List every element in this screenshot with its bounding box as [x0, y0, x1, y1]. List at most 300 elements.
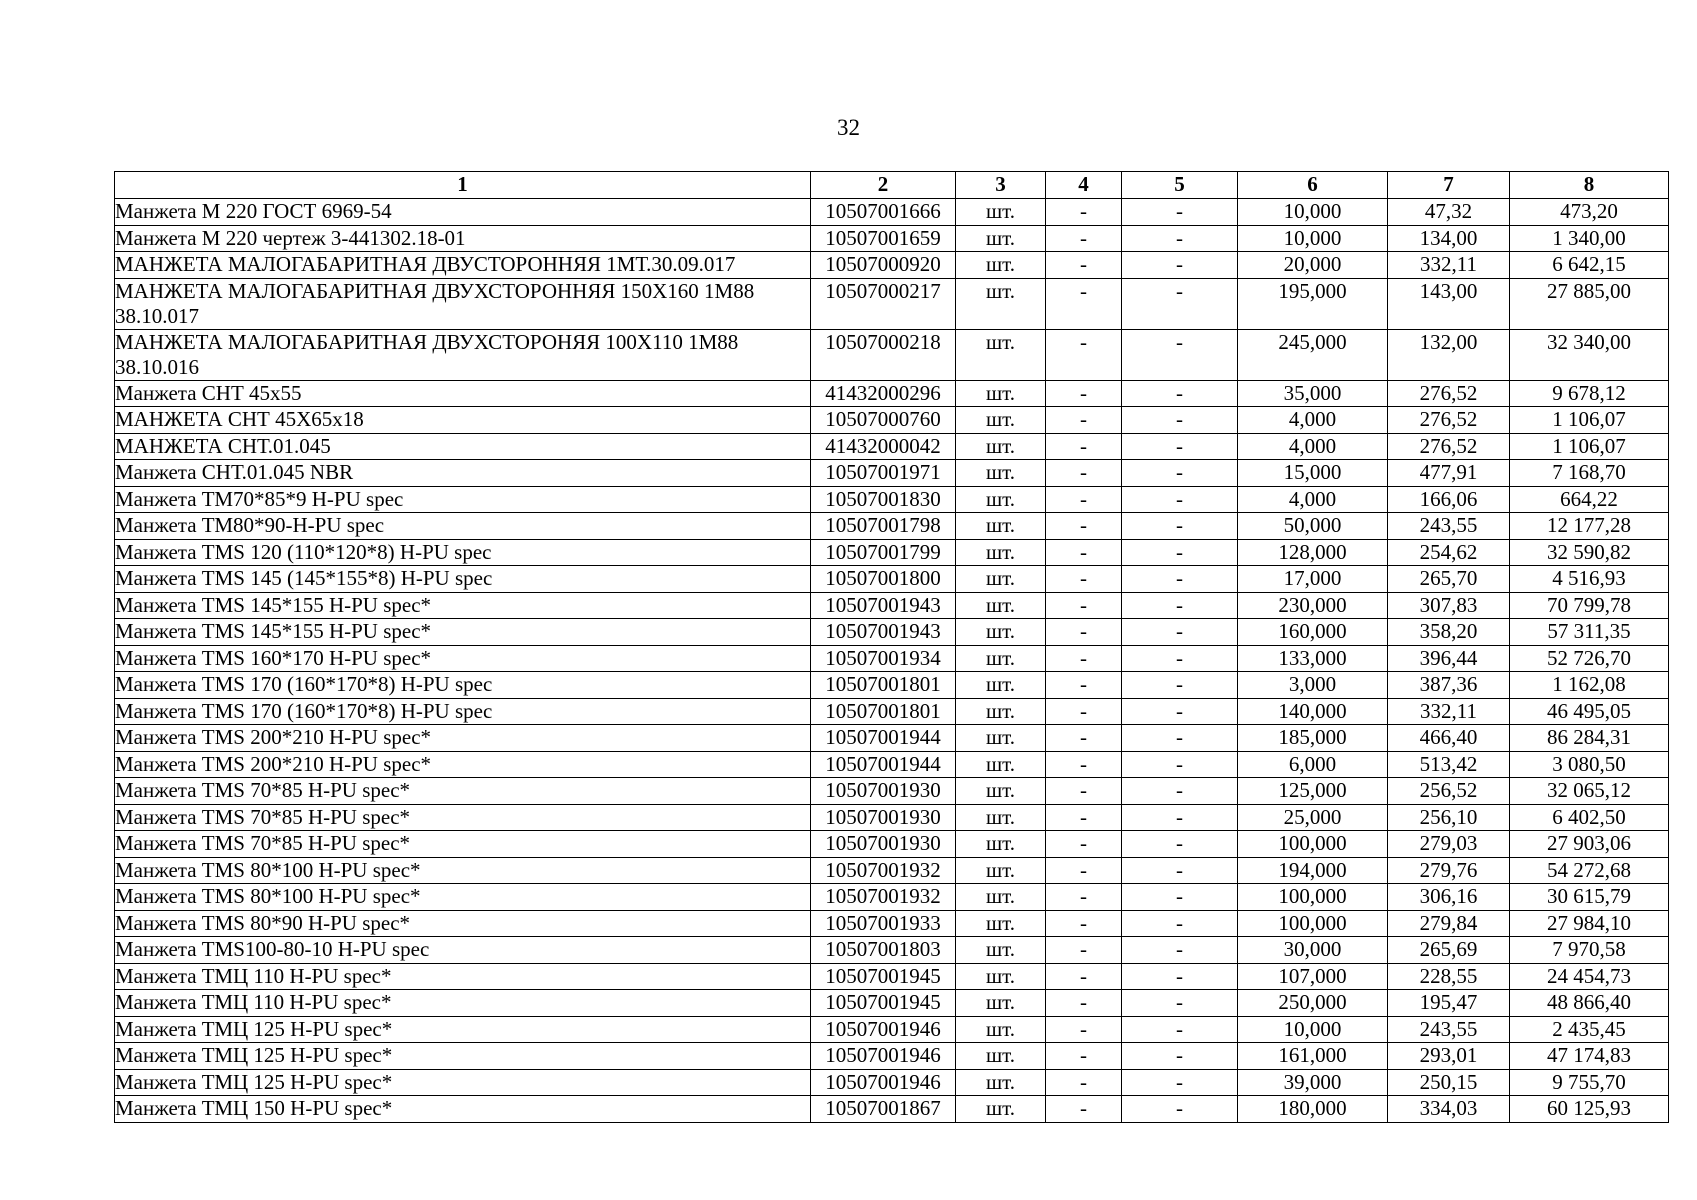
table-row — [115, 1043, 1669, 1070]
amount-cell: 27 903,06 — [1510, 831, 1669, 858]
table-row — [115, 407, 1669, 434]
column-4-cell: - — [1046, 910, 1122, 937]
column-4-cell: - — [1046, 278, 1122, 329]
amount-cell: 7 970,58 — [1510, 937, 1669, 964]
amount-cell: 70 799,78 — [1510, 592, 1669, 619]
table-row — [115, 937, 1669, 964]
item-name-cell: Манжета ТМЦ 150 H-PU spec* — [115, 1096, 811, 1123]
item-code-cell: 10507001945 — [811, 990, 956, 1017]
table-row — [115, 990, 1669, 1017]
quantity-cell: 4,000 — [1238, 433, 1388, 460]
column-4-cell: - — [1046, 857, 1122, 884]
quantity-cell: 245,000 — [1238, 329, 1388, 380]
column-5-cell: - — [1122, 513, 1238, 540]
amount-cell: 6 642,15 — [1510, 252, 1669, 279]
item-name-cell: Манжета TMS 80*100 H-PU spec* — [115, 884, 811, 911]
column-4-cell: - — [1046, 407, 1122, 434]
amount-cell: 60 125,93 — [1510, 1096, 1669, 1123]
price-cell: 279,03 — [1388, 831, 1510, 858]
unit-cell: шт. — [956, 1096, 1046, 1123]
column-4-cell: - — [1046, 698, 1122, 725]
unit-cell: шт. — [956, 857, 1046, 884]
amount-cell: 32 065,12 — [1510, 778, 1669, 805]
unit-cell: шт. — [956, 1016, 1046, 1043]
quantity-cell: 10,000 — [1238, 225, 1388, 252]
item-name-cell: Манжета TMS 120 (110*120*8) H-PU spec — [115, 539, 811, 566]
item-name-cell: Манжета М 220 ГОСТ 6969-54 — [115, 199, 811, 226]
price-cell: 195,47 — [1388, 990, 1510, 1017]
item-code-cell: 10507001930 — [811, 831, 956, 858]
table-row — [115, 857, 1669, 884]
column-4-cell: - — [1046, 1096, 1122, 1123]
item-name-cell: Манжета TMS 80*90 H-PU spec* — [115, 910, 811, 937]
column-4-cell: - — [1046, 619, 1122, 646]
item-code-cell: 10507001943 — [811, 619, 956, 646]
unit-cell: шт. — [956, 725, 1046, 752]
price-cell: 307,83 — [1388, 592, 1510, 619]
quantity-cell: 50,000 — [1238, 513, 1388, 540]
table-row — [115, 278, 1669, 329]
quantity-cell: 194,000 — [1238, 857, 1388, 884]
amount-cell: 473,20 — [1510, 199, 1669, 226]
column-4-cell: - — [1046, 751, 1122, 778]
amount-cell: 9 755,70 — [1510, 1069, 1669, 1096]
column-5-cell: - — [1122, 725, 1238, 752]
column-5-cell: - — [1122, 884, 1238, 911]
item-code-cell: 10507001932 — [811, 857, 956, 884]
column-header: 3 — [956, 172, 1046, 199]
item-code-cell: 10507000920 — [811, 252, 956, 279]
item-name-cell: Манжета TMS 160*170 H-PU spec* — [115, 645, 811, 672]
price-cell: 306,16 — [1388, 884, 1510, 911]
page-number: 32 — [837, 115, 860, 140]
unit-cell: шт. — [956, 486, 1046, 513]
quantity-cell: 3,000 — [1238, 672, 1388, 699]
quantity-cell: 10,000 — [1238, 1016, 1388, 1043]
amount-cell: 1 340,00 — [1510, 225, 1669, 252]
column-5-cell: - — [1122, 225, 1238, 252]
amount-cell: 30 615,79 — [1510, 884, 1669, 911]
amount-cell: 32 590,82 — [1510, 539, 1669, 566]
quantity-cell: 100,000 — [1238, 910, 1388, 937]
price-cell: 228,55 — [1388, 963, 1510, 990]
quantity-cell: 4,000 — [1238, 407, 1388, 434]
amount-cell: 86 284,31 — [1510, 725, 1669, 752]
column-header: 8 — [1510, 172, 1669, 199]
item-code-cell: 10507001944 — [811, 751, 956, 778]
price-cell: 143,00 — [1388, 278, 1510, 329]
item-name-cell: Манжета ТМЦ 125 H-PU spec* — [115, 1069, 811, 1096]
item-name-cell: МАНЖЕТА МАЛОГАБАРИТНАЯ ДВУХСТОРОННЯЯ 150Х160 1М88 38.10.017 — [115, 278, 811, 329]
price-cell: 250,15 — [1388, 1069, 1510, 1096]
amount-cell: 27 885,00 — [1510, 278, 1669, 329]
column-header: 2 — [811, 172, 956, 199]
price-cell: 293,01 — [1388, 1043, 1510, 1070]
amount-cell: 1 106,07 — [1510, 407, 1669, 434]
quantity-cell: 35,000 — [1238, 380, 1388, 407]
column-4-cell: - — [1046, 460, 1122, 487]
column-4-cell: - — [1046, 539, 1122, 566]
table-row — [115, 619, 1669, 646]
table-row — [115, 698, 1669, 725]
price-cell: 466,40 — [1388, 725, 1510, 752]
column-5-cell: - — [1122, 990, 1238, 1017]
item-code-cell: 10507001803 — [811, 937, 956, 964]
amount-cell: 47 174,83 — [1510, 1043, 1669, 1070]
table-row — [115, 778, 1669, 805]
quantity-cell: 6,000 — [1238, 751, 1388, 778]
table-row — [115, 884, 1669, 911]
unit-cell: шт. — [956, 963, 1046, 990]
item-code-cell: 10507001945 — [811, 963, 956, 990]
column-5-cell: - — [1122, 1096, 1238, 1123]
amount-cell: 3 080,50 — [1510, 751, 1669, 778]
price-cell: 279,76 — [1388, 857, 1510, 884]
price-cell: 276,52 — [1388, 433, 1510, 460]
unit-cell: шт. — [956, 884, 1046, 911]
table-body — [115, 199, 1669, 1123]
item-code-cell: 10507001659 — [811, 225, 956, 252]
quantity-cell: 39,000 — [1238, 1069, 1388, 1096]
item-code-cell: 10507001930 — [811, 778, 956, 805]
column-4-cell: - — [1046, 1069, 1122, 1096]
price-cell: 513,42 — [1388, 751, 1510, 778]
price-cell: 254,62 — [1388, 539, 1510, 566]
amount-cell: 664,22 — [1510, 486, 1669, 513]
quantity-cell: 180,000 — [1238, 1096, 1388, 1123]
table-row — [115, 1069, 1669, 1096]
column-4-cell: - — [1046, 884, 1122, 911]
column-4-cell: - — [1046, 778, 1122, 805]
amount-cell: 46 495,05 — [1510, 698, 1669, 725]
price-cell: 276,52 — [1388, 380, 1510, 407]
amount-cell: 7 168,70 — [1510, 460, 1669, 487]
column-4-cell: - — [1046, 725, 1122, 752]
item-name-cell: Манжета TMS 145*155 H-PU spec* — [115, 592, 811, 619]
item-code-cell: 10507001799 — [811, 539, 956, 566]
amount-cell: 54 272,68 — [1510, 857, 1669, 884]
quantity-cell: 100,000 — [1238, 884, 1388, 911]
price-cell: 334,03 — [1388, 1096, 1510, 1123]
item-name-cell: Манжета ТМЦ 110 H-PU spec* — [115, 963, 811, 990]
unit-cell: шт. — [956, 566, 1046, 593]
amount-cell: 2 435,45 — [1510, 1016, 1669, 1043]
item-name-cell: Манжета TMS100-80-10 H-PU spec — [115, 937, 811, 964]
item-name-cell: Манжета TMS 145 (145*155*8) H-PU spec — [115, 566, 811, 593]
quantity-cell: 20,000 — [1238, 252, 1388, 279]
column-4-cell: - — [1046, 990, 1122, 1017]
amount-cell: 48 866,40 — [1510, 990, 1669, 1017]
item-code-cell: 10507001867 — [811, 1096, 956, 1123]
quantity-cell: 230,000 — [1238, 592, 1388, 619]
price-cell: 256,52 — [1388, 778, 1510, 805]
item-name-cell: Манжета ТМЦ 110 H-PU spec* — [115, 990, 811, 1017]
price-cell: 332,11 — [1388, 698, 1510, 725]
table-row — [115, 1096, 1669, 1123]
column-5-cell: - — [1122, 751, 1238, 778]
column-5-cell: - — [1122, 963, 1238, 990]
column-5-cell: - — [1122, 831, 1238, 858]
column-5-cell: - — [1122, 252, 1238, 279]
unit-cell: шт. — [956, 199, 1046, 226]
column-4-cell: - — [1046, 1043, 1122, 1070]
quantity-cell: 25,000 — [1238, 804, 1388, 831]
column-header: 1 — [115, 172, 811, 199]
price-cell: 47,32 — [1388, 199, 1510, 226]
column-5-cell: - — [1122, 199, 1238, 226]
column-header: 5 — [1122, 172, 1238, 199]
item-code-cell: 10507001666 — [811, 199, 956, 226]
column-4-cell: - — [1046, 225, 1122, 252]
quantity-cell: 10,000 — [1238, 199, 1388, 226]
quantity-cell: 4,000 — [1238, 486, 1388, 513]
unit-cell: шт. — [956, 225, 1046, 252]
column-4-cell: - — [1046, 380, 1122, 407]
column-4-cell: - — [1046, 199, 1122, 226]
column-4-cell: - — [1046, 1016, 1122, 1043]
table-row — [115, 804, 1669, 831]
item-code-cell: 41432000296 — [811, 380, 956, 407]
amount-cell: 1 162,08 — [1510, 672, 1669, 699]
column-4-cell: - — [1046, 566, 1122, 593]
unit-cell: шт. — [956, 329, 1046, 380]
amount-cell: 6 402,50 — [1510, 804, 1669, 831]
unit-cell: шт. — [956, 407, 1046, 434]
column-5-cell: - — [1122, 645, 1238, 672]
column-4-cell: - — [1046, 937, 1122, 964]
item-code-cell: 10507001798 — [811, 513, 956, 540]
amount-cell: 4 516,93 — [1510, 566, 1669, 593]
unit-cell: шт. — [956, 751, 1046, 778]
price-cell: 387,36 — [1388, 672, 1510, 699]
column-header: 6 — [1238, 172, 1388, 199]
unit-cell: шт. — [956, 698, 1046, 725]
unit-cell: шт. — [956, 937, 1046, 964]
column-5-cell: - — [1122, 1069, 1238, 1096]
unit-cell: шт. — [956, 831, 1046, 858]
table-row — [115, 513, 1669, 540]
quantity-cell: 161,000 — [1238, 1043, 1388, 1070]
quantity-cell: 125,000 — [1238, 778, 1388, 805]
column-5-cell: - — [1122, 566, 1238, 593]
unit-cell: шт. — [956, 645, 1046, 672]
quantity-cell: 30,000 — [1238, 937, 1388, 964]
price-cell: 477,91 — [1388, 460, 1510, 487]
item-name-cell: Манжета ТМЦ 125 H-PU spec* — [115, 1016, 811, 1043]
table-row — [115, 380, 1669, 407]
unit-cell: шт. — [956, 1069, 1046, 1096]
item-name-cell: Манжета TMS 70*85 H-PU spec* — [115, 804, 811, 831]
column-4-cell: - — [1046, 831, 1122, 858]
amount-cell: 12 177,28 — [1510, 513, 1669, 540]
column-5-cell: - — [1122, 804, 1238, 831]
price-cell: 243,55 — [1388, 513, 1510, 540]
column-5-cell: - — [1122, 460, 1238, 487]
item-code-cell: 10507001946 — [811, 1069, 956, 1096]
items-table — [114, 171, 1669, 1123]
column-4-cell: - — [1046, 645, 1122, 672]
item-name-cell: МАНЖЕТА СНТ.01.045 — [115, 433, 811, 460]
column-5-cell: - — [1122, 910, 1238, 937]
item-code-cell: 10507001800 — [811, 566, 956, 593]
item-name-cell: МАНЖЕТА СНТ 45Х65х18 — [115, 407, 811, 434]
column-5-cell: - — [1122, 539, 1238, 566]
item-code-cell: 10507000217 — [811, 278, 956, 329]
unit-cell: шт. — [956, 433, 1046, 460]
quantity-cell: 160,000 — [1238, 619, 1388, 646]
table-row — [115, 225, 1669, 252]
table-row — [115, 645, 1669, 672]
column-header: 4 — [1046, 172, 1122, 199]
quantity-cell: 107,000 — [1238, 963, 1388, 990]
column-4-cell: - — [1046, 963, 1122, 990]
amount-cell: 57 311,35 — [1510, 619, 1669, 646]
column-4-cell: - — [1046, 329, 1122, 380]
item-code-cell: 10507001801 — [811, 672, 956, 699]
price-cell: 276,52 — [1388, 407, 1510, 434]
item-code-cell: 10507001971 — [811, 460, 956, 487]
table-row — [115, 725, 1669, 752]
item-code-cell: 41432000042 — [811, 433, 956, 460]
table-row — [115, 329, 1669, 380]
quantity-cell: 128,000 — [1238, 539, 1388, 566]
item-name-cell: Манжета TMS 170 (160*170*8) H-PU spec — [115, 672, 811, 699]
table-row — [115, 831, 1669, 858]
column-5-cell: - — [1122, 407, 1238, 434]
item-name-cell: Манжета TMS 70*85 H-PU spec* — [115, 778, 811, 805]
item-name-cell: Манжета ТМ70*85*9 H-PU spec — [115, 486, 811, 513]
column-5-cell: - — [1122, 278, 1238, 329]
item-code-cell: 10507001943 — [811, 592, 956, 619]
column-4-cell: - — [1046, 252, 1122, 279]
amount-cell: 9 678,12 — [1510, 380, 1669, 407]
amount-cell: 24 454,73 — [1510, 963, 1669, 990]
item-name-cell: Манжета ТМЦ 125 H-PU spec* — [115, 1043, 811, 1070]
unit-cell: шт. — [956, 592, 1046, 619]
unit-cell: шт. — [956, 539, 1046, 566]
column-4-cell: - — [1046, 433, 1122, 460]
item-code-cell: 10507000760 — [811, 407, 956, 434]
quantity-cell: 185,000 — [1238, 725, 1388, 752]
item-code-cell: 10507001946 — [811, 1043, 956, 1070]
column-4-cell: - — [1046, 672, 1122, 699]
table-row — [115, 963, 1669, 990]
price-cell: 279,84 — [1388, 910, 1510, 937]
price-cell: 134,00 — [1388, 225, 1510, 252]
price-cell: 243,55 — [1388, 1016, 1510, 1043]
unit-cell: шт. — [956, 804, 1046, 831]
item-name-cell: Манжета TMS 70*85 H-PU spec* — [115, 831, 811, 858]
unit-cell: шт. — [956, 460, 1046, 487]
price-cell: 166,06 — [1388, 486, 1510, 513]
unit-cell: шт. — [956, 278, 1046, 329]
amount-cell: 1 106,07 — [1510, 433, 1669, 460]
table-row — [115, 592, 1669, 619]
item-code-cell: 10507001946 — [811, 1016, 956, 1043]
table-row — [115, 672, 1669, 699]
quantity-cell: 133,000 — [1238, 645, 1388, 672]
unit-cell: шт. — [956, 778, 1046, 805]
table-row — [115, 1016, 1669, 1043]
column-5-cell: - — [1122, 857, 1238, 884]
column-4-cell: - — [1046, 804, 1122, 831]
quantity-cell: 250,000 — [1238, 990, 1388, 1017]
item-name-cell: Манжета СНТ 45х55 — [115, 380, 811, 407]
price-cell: 265,70 — [1388, 566, 1510, 593]
item-code-cell: 10507001944 — [811, 725, 956, 752]
unit-cell: шт. — [956, 990, 1046, 1017]
price-cell: 332,11 — [1388, 252, 1510, 279]
item-code-cell: 10507001830 — [811, 486, 956, 513]
unit-cell: шт. — [956, 910, 1046, 937]
column-4-cell: - — [1046, 592, 1122, 619]
unit-cell: шт. — [956, 380, 1046, 407]
quantity-cell: 140,000 — [1238, 698, 1388, 725]
unit-cell: шт. — [956, 513, 1046, 540]
table-row — [115, 910, 1669, 937]
column-5-cell: - — [1122, 1043, 1238, 1070]
item-name-cell: Манжета СНТ.01.045 NBR — [115, 460, 811, 487]
quantity-cell: 195,000 — [1238, 278, 1388, 329]
column-5-cell: - — [1122, 486, 1238, 513]
table-row — [115, 751, 1669, 778]
unit-cell: шт. — [956, 252, 1046, 279]
column-5-cell: - — [1122, 672, 1238, 699]
amount-cell: 52 726,70 — [1510, 645, 1669, 672]
item-code-cell: 10507000218 — [811, 329, 956, 380]
price-cell: 396,44 — [1388, 645, 1510, 672]
amount-cell: 27 984,10 — [1510, 910, 1669, 937]
quantity-cell: 100,000 — [1238, 831, 1388, 858]
column-5-cell: - — [1122, 619, 1238, 646]
column-5-cell: - — [1122, 592, 1238, 619]
amount-cell: 32 340,00 — [1510, 329, 1669, 380]
table-header-row — [115, 172, 1669, 199]
column-5-cell: - — [1122, 380, 1238, 407]
column-4-cell: - — [1046, 486, 1122, 513]
item-name-cell: Манжета М 220 чертеж 3-441302.18-01 — [115, 225, 811, 252]
item-name-cell: Манжета TMS 200*210 H-PU spec* — [115, 725, 811, 752]
item-name-cell: МАНЖЕТА МАЛОГАБАРИТНАЯ ДВУХСТОРОНЯЯ 100Х110 1М88 38.10.016 — [115, 329, 811, 380]
column-header: 7 — [1388, 172, 1510, 199]
item-name-cell: Манжета TMS 200*210 H-PU spec* — [115, 751, 811, 778]
item-name-cell: Манжета ТМ80*90-H-PU spec — [115, 513, 811, 540]
item-name-cell: Манжета TMS 170 (160*170*8) H-PU spec — [115, 698, 811, 725]
item-name-cell: Манжета TMS 80*100 H-PU spec* — [115, 857, 811, 884]
price-cell: 256,10 — [1388, 804, 1510, 831]
table-row — [115, 486, 1669, 513]
price-cell: 265,69 — [1388, 937, 1510, 964]
item-name-cell: Манжета TMS 145*155 H-PU spec* — [115, 619, 811, 646]
table-row — [115, 539, 1669, 566]
table-row — [115, 566, 1669, 593]
price-cell: 132,00 — [1388, 329, 1510, 380]
column-5-cell: - — [1122, 329, 1238, 380]
column-5-cell: - — [1122, 778, 1238, 805]
table-row — [115, 199, 1669, 226]
table-row — [115, 252, 1669, 279]
quantity-cell: 15,000 — [1238, 460, 1388, 487]
quantity-cell: 17,000 — [1238, 566, 1388, 593]
column-4-cell: - — [1046, 513, 1122, 540]
column-5-cell: - — [1122, 937, 1238, 964]
item-code-cell: 10507001930 — [811, 804, 956, 831]
unit-cell: шт. — [956, 672, 1046, 699]
column-5-cell: - — [1122, 433, 1238, 460]
column-5-cell: - — [1122, 698, 1238, 725]
table-row — [115, 460, 1669, 487]
unit-cell: шт. — [956, 619, 1046, 646]
